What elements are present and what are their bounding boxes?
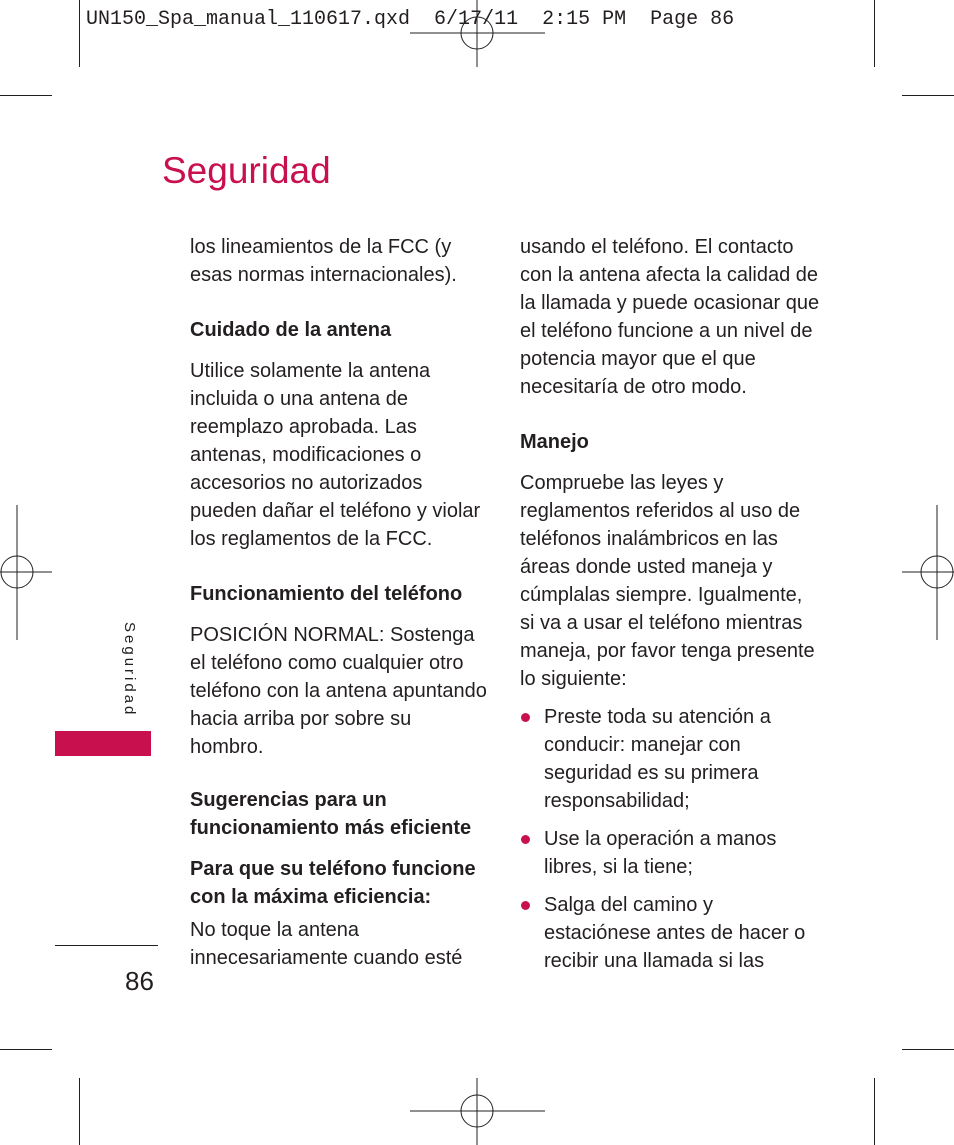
crop-mark-top-left-vertical: [79, 0, 80, 67]
efficiency-paragraph: No toque la antena innecesariamente cuando esté: [190, 919, 463, 969]
list-item-text: Use la operación a manos libres, si la tiene;: [544, 828, 777, 878]
section-side-label: Seguridad: [121, 622, 138, 718]
left-column: [190, 233, 490, 972]
list-item: [520, 703, 820, 815]
bullet-dot-icon: [521, 713, 530, 722]
crop-mark-top-right-vertical: [874, 0, 875, 67]
section-tab-bar: [55, 731, 151, 756]
driving-bullet-list: [520, 703, 820, 975]
list-item: [520, 825, 820, 881]
crop-mark-bottom-left-vertical: [79, 1078, 80, 1145]
registration-mark-left: [0, 505, 52, 640]
list-item-text: Salga del camino y estaciónese antes de hacer o recibir una llamada si las: [544, 894, 806, 972]
driving-heading: Manejo: [520, 431, 589, 453]
phone-operation-heading: Funcionamiento del teléfono: [190, 583, 463, 605]
registration-mark-right: [902, 505, 954, 640]
crop-mark-top-left-horizontal: [0, 95, 52, 96]
footer-rule: [55, 945, 158, 946]
crop-mark-top-right-horizontal: [902, 95, 954, 96]
list-item: [520, 891, 820, 975]
efficiency-heading: Para que su teléfono funcione con la máxima eficiencia:: [190, 858, 476, 908]
bullet-dot-icon: [521, 835, 530, 844]
bullet-dot-icon: [521, 901, 530, 910]
antenna-care-paragraph: Utilice solamente la antena incluida o una antena de reemplazo aprobada. Las antenas, modificaciones o accesorios no autorizados pueden dañar el teléfono y violar los reglamentos de la FCC.: [190, 360, 481, 550]
antenna-contact-paragraph: usando el teléfono. El contacto con la antena afecta la calidad de la llamada y puede ocasionar que el teléfono funcione a un nivel de potencia mayor que el que necesitaría de otro modo.: [520, 236, 820, 398]
antenna-care-heading: Cuidado de la antena: [190, 319, 392, 341]
page-title: Seguridad: [162, 150, 331, 191]
driving-paragraph: Compruebe las leyes y reglamentos referidos al uso de teléfonos inalámbricos en las áreas donde usted maneja y cúmplalas siempre. Igualmente, si va a usar el teléfono mientras maneja, por favor tenga presente lo siguiente:: [520, 472, 815, 690]
slug-line: UN150_Spa_manual_110617.qxd 6/17/11 2:15 PM Page 86: [86, 8, 735, 31]
right-column: [520, 233, 820, 975]
intro-paragraph: los lineamientos de la FCC (y esas normas internacionales).: [190, 236, 457, 286]
crop-mark-bottom-right-vertical: [874, 1078, 875, 1145]
crop-mark-bottom-right-horizontal: [902, 1049, 954, 1050]
tips-heading: Sugerencias para un funcionamiento más eficiente: [190, 789, 472, 839]
registration-mark-bottom: [410, 1078, 545, 1145]
page-number: 86: [125, 966, 154, 996]
crop-mark-bottom-left-horizontal: [0, 1049, 52, 1050]
list-item-text: Preste toda su atención a conducir: manejar con seguridad es su primera responsabilidad;: [544, 706, 771, 812]
phone-operation-paragraph: POSICIÓN NORMAL: Sostenga el teléfono como cualquier otro teléfono con la antena apuntando hacia arriba por sobre su hombro.: [190, 624, 487, 758]
registration-mark-top: [410, 0, 545, 67]
